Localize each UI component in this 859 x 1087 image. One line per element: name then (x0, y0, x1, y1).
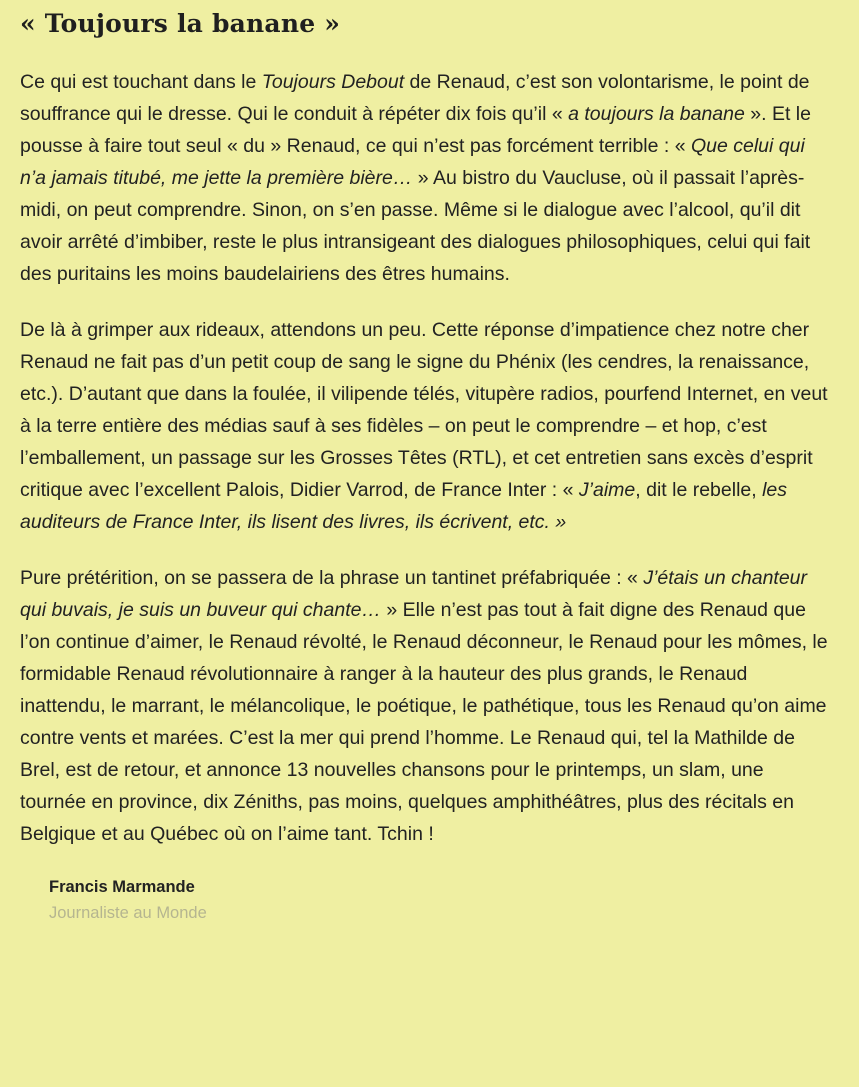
italic-text: Toujours Debout (261, 71, 405, 93)
text-run: ». Et le pousse à faire tout seul « du » Renaud, ce qui n’est pas forcément terrible : « (20, 103, 811, 157)
text-run: de Renaud, c’est son volontarisme, le point de souffrance qui le dresse. Qui le conduit à répéter dix fois qu’il « (20, 71, 810, 125)
article-title: « Toujours la banane » (20, 9, 341, 38)
paragraph-3 (20, 562, 835, 850)
italic-text: les auditeurs de France Inter, ils lisent des livres, ils écrivent, etc. » (20, 479, 788, 533)
text-run: , dit le rebelle, (635, 479, 763, 501)
text-run: De là à grimper aux rideaux, attendons un peu. Cette réponse d’impatience chez notre cher Renaud ne fait pas d’un petit coup de sang le signe du Phénix (les cendres, la renaissance, etc.). D’autant que dans la foulée, il vilipende télés, vitupère radios, pourfend Internet, en veut à la terre entière des médias sauf à ses fidèles – on peut le comprendre – et hop, c’est l’emballement, un passage sur les Grosses Têtes (RTL), et cet entretien sans excès d’esprit critique avec l’excellent Palois, Didier Varrod, de France Inter : « (20, 319, 828, 501)
italic-text: J’aime (578, 479, 636, 501)
paragraph-1 (20, 66, 835, 290)
author-role: Journaliste au Monde (49, 904, 207, 922)
author-name: Francis Marmande (49, 878, 195, 896)
text-run: Ce qui est touchant dans le (20, 71, 262, 93)
text-run: » Elle n’est pas tout à fait digne des Renaud que l’on continue d’aimer, le Renaud révolté, le Renaud déconneur, le Renaud pour les mômes, le formidable Renaud révolutionnaire à ranger à la hauteur des plus grands, le Renaud inattendu, le marrant, le mélancolique, le poétique, le pathétique, tous les Renaud qu’on aime contre vents et marées. C’est la mer qui prend l’homme. Le Renaud qui, tel la Mathilde de Brel, est de retour, et annonce 13 nouvelles chansons pour le printemps, un slam, une tournée en province, dix Zéniths, pas moins, quelques amphithéâtres, plus des récitals en Belgique et au Québec où on l’aime tant. Tchin ! (20, 599, 828, 845)
author-signature (20, 874, 859, 926)
paragraph-2 (20, 314, 835, 538)
italic-text: a toujours la banane (568, 103, 745, 125)
article-body (20, 66, 835, 850)
text-run: » Au bistro du Vaucluse, où il passait l’après-midi, on peut comprendre. Sinon, on s’en passe. Même si le dialogue avec l’alcool, qu’il dit avoir arrêté d’imbiber, reste le plus intransigeant des dialogues philosophiques, celui qui fait des puritains les moins baudelairiens des êtres humains. (20, 167, 811, 285)
italic-text: Que celui qui n’a jamais titubé, me jette la première bière… (20, 135, 805, 189)
italic-text: J’étais un chanteur qui buvais, je suis un buveur qui chante… (20, 567, 808, 621)
text-run: Pure prétérition, on se passera de la phrase un tantinet préfabriquée : « (20, 567, 644, 589)
